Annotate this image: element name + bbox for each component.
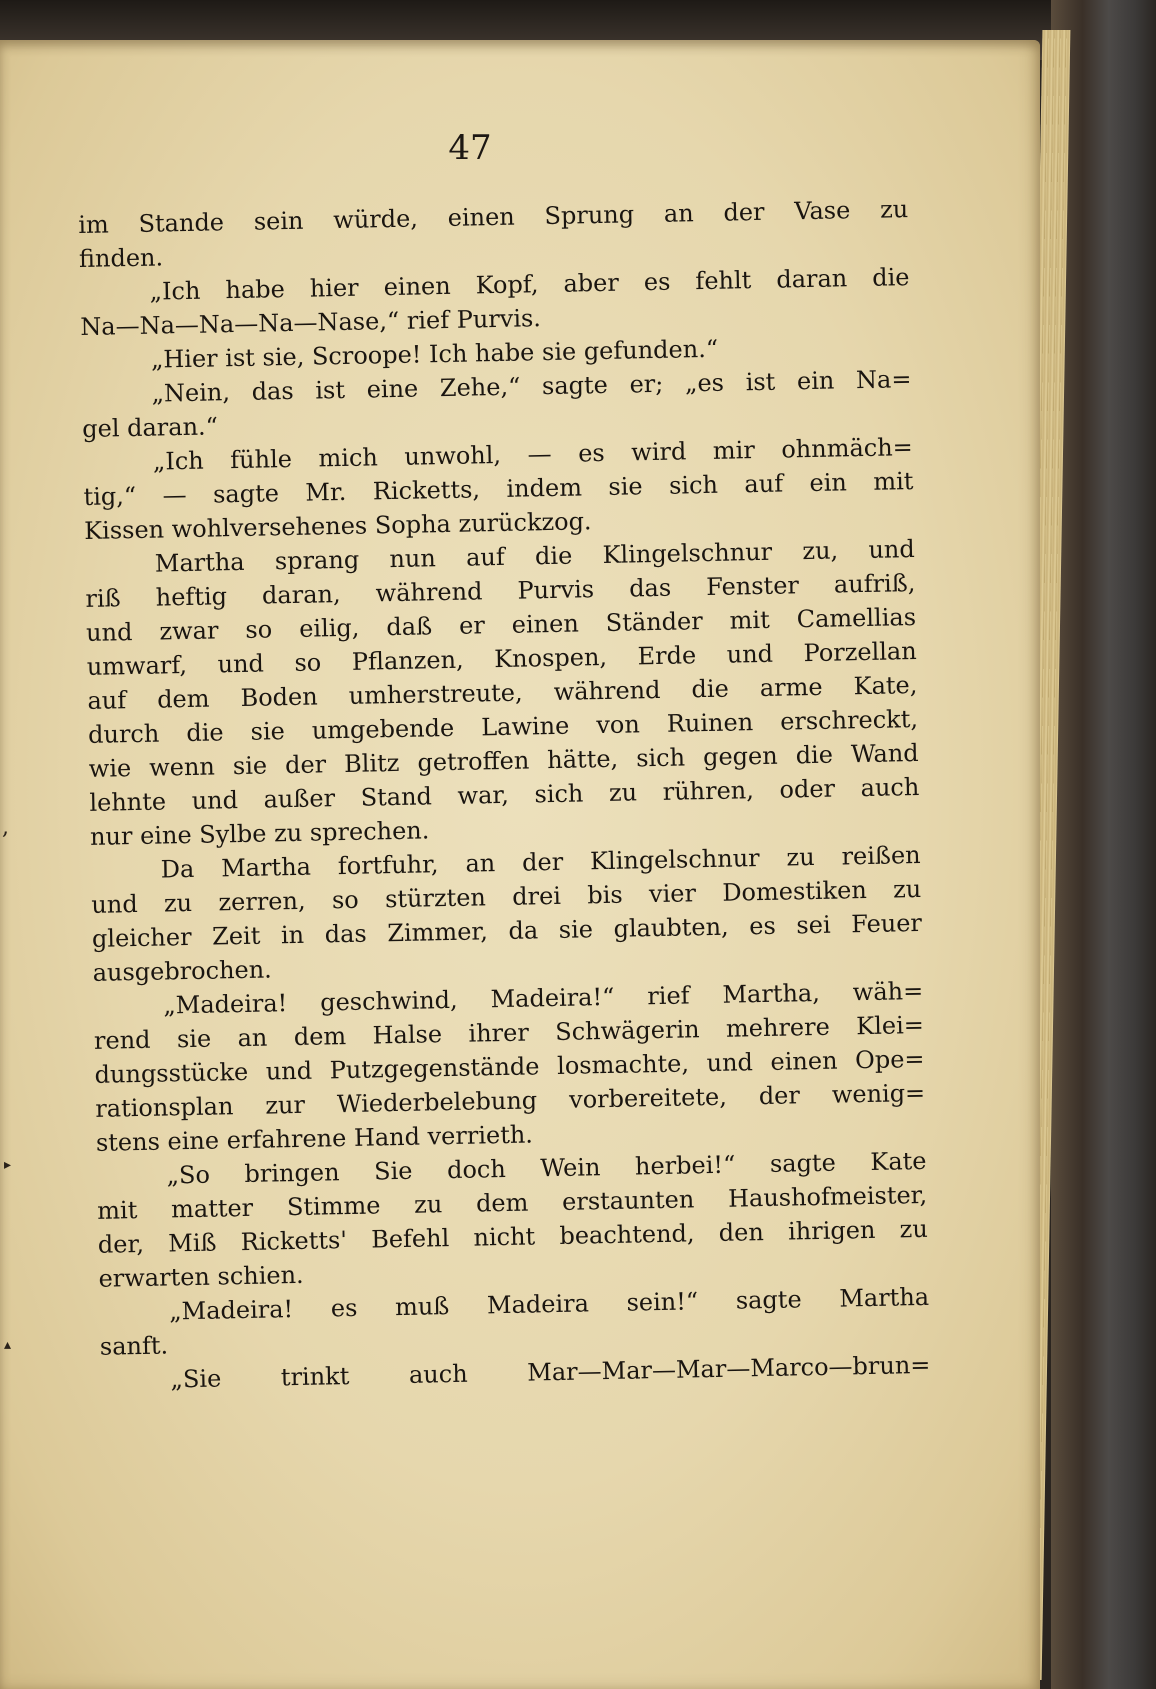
text-line: Kissen wohlversehenes Sopha zurückzog. [83, 507, 592, 545]
text-line: Da Martha fortfuhr, an der Klingelschnur zu reißen [160, 840, 921, 884]
text-line: nur eine Sylbe zu sprechen. [89, 816, 430, 851]
text-line: sanft. [99, 1331, 169, 1361]
text-line: tig,“ — sagte Mr. Ricketts, indem sie sich auf ein mit [83, 467, 914, 511]
body-text [78, 192, 931, 1398]
text-line: „Hier ist sie, Scroope! Ich habe sie gefunden.“ [150, 334, 719, 374]
text-line: im Stande sein würde, einen Sprung an der Vase zu [78, 195, 909, 239]
book-cover-spine [1051, 0, 1156, 1689]
text-line: „Ich fühle mich unwohl, — es wird mir ohnmäch= [152, 433, 914, 476]
text-line: ausgebrochen. [92, 955, 273, 987]
book-page [0, 40, 1040, 1689]
margin-mark: ▸ [4, 1157, 12, 1173]
text-line: „Ich habe hier einen Kopf, aber es fehlt daran die [149, 263, 910, 306]
text-line: „Sie trinkt auch Mar—Mar—Mar—Marco—brun= [170, 1350, 931, 1394]
text-line: Martha sprang nun auf die Klingelschnur zu, und [154, 535, 915, 578]
text-line: Na—Na—Na—Na—Nase,“ rief Purvis. [80, 304, 542, 341]
text-line: finden. [78, 243, 164, 273]
text-line: rationsplan zur Wiederbelebung vorbereitete, der wenig= [95, 1078, 926, 1123]
text-line: rend sie an dem Halse ihrer Schwägerin mehrere Klei= [93, 1010, 925, 1055]
text-line: mit matter Stimme zu dem erstaunten Haushofmeister, [96, 1180, 928, 1225]
text-line: dungsstücke und Putzgegenstände losmachte, und einen Ope= [94, 1044, 925, 1089]
text-line: riß heftig daran, während Purvis das Fenster aufriß, [85, 568, 916, 613]
text-line: wie wenn sie der Blitz getroffen hätte, sich gegen die Wand [88, 738, 919, 783]
text-line: „Nein, das ist eine Zehe,“ sagte er; „es ist ein Na= [151, 365, 912, 408]
page-number: 47 [448, 128, 492, 168]
text-line: lehnte und außer Stand war, sich zu rühren, oder auch [89, 772, 920, 817]
text-line: umwarf, und so Pflanzen, Knospen, Erde und Porzellan [86, 636, 917, 681]
text-line: „Madeira! geschwind, Madeira!“ rief Martha, wäh= [163, 976, 924, 1020]
text-line: gleicher Zeit in das Zimmer, da sie glaubten, es sei Feuer [91, 908, 923, 953]
text-line: und zwar so eilig, daß er einen Ständer mit Camellias [85, 602, 917, 647]
margin-mark: ▴ [4, 1337, 12, 1353]
text-line: „Madeira! es muß Madeira sein!“ sagte Martha [168, 1282, 930, 1326]
text-line: der, Miß Ricketts' Befehl nicht beachtend, den ihrigen zu [97, 1214, 929, 1259]
text-line: auf dem Boden umherstreute, während die arme Kate, [87, 670, 918, 715]
text-line: und zu zerren, so stürzten drei bis vier Domestiken zu [91, 874, 922, 919]
text-line: „So bringen Sie doch Wein herbei!“ sagte Kate [166, 1146, 927, 1190]
text-line: gel daran.“ [81, 412, 219, 443]
margin-mark: , [2, 815, 9, 840]
text-line: durch die sie umgebende Lawine von Ruinen erschreckt, [87, 704, 919, 749]
text-line: stens eine erfahrene Hand verrieth. [95, 1120, 534, 1157]
text-line: erwarten schien. [98, 1260, 304, 1293]
